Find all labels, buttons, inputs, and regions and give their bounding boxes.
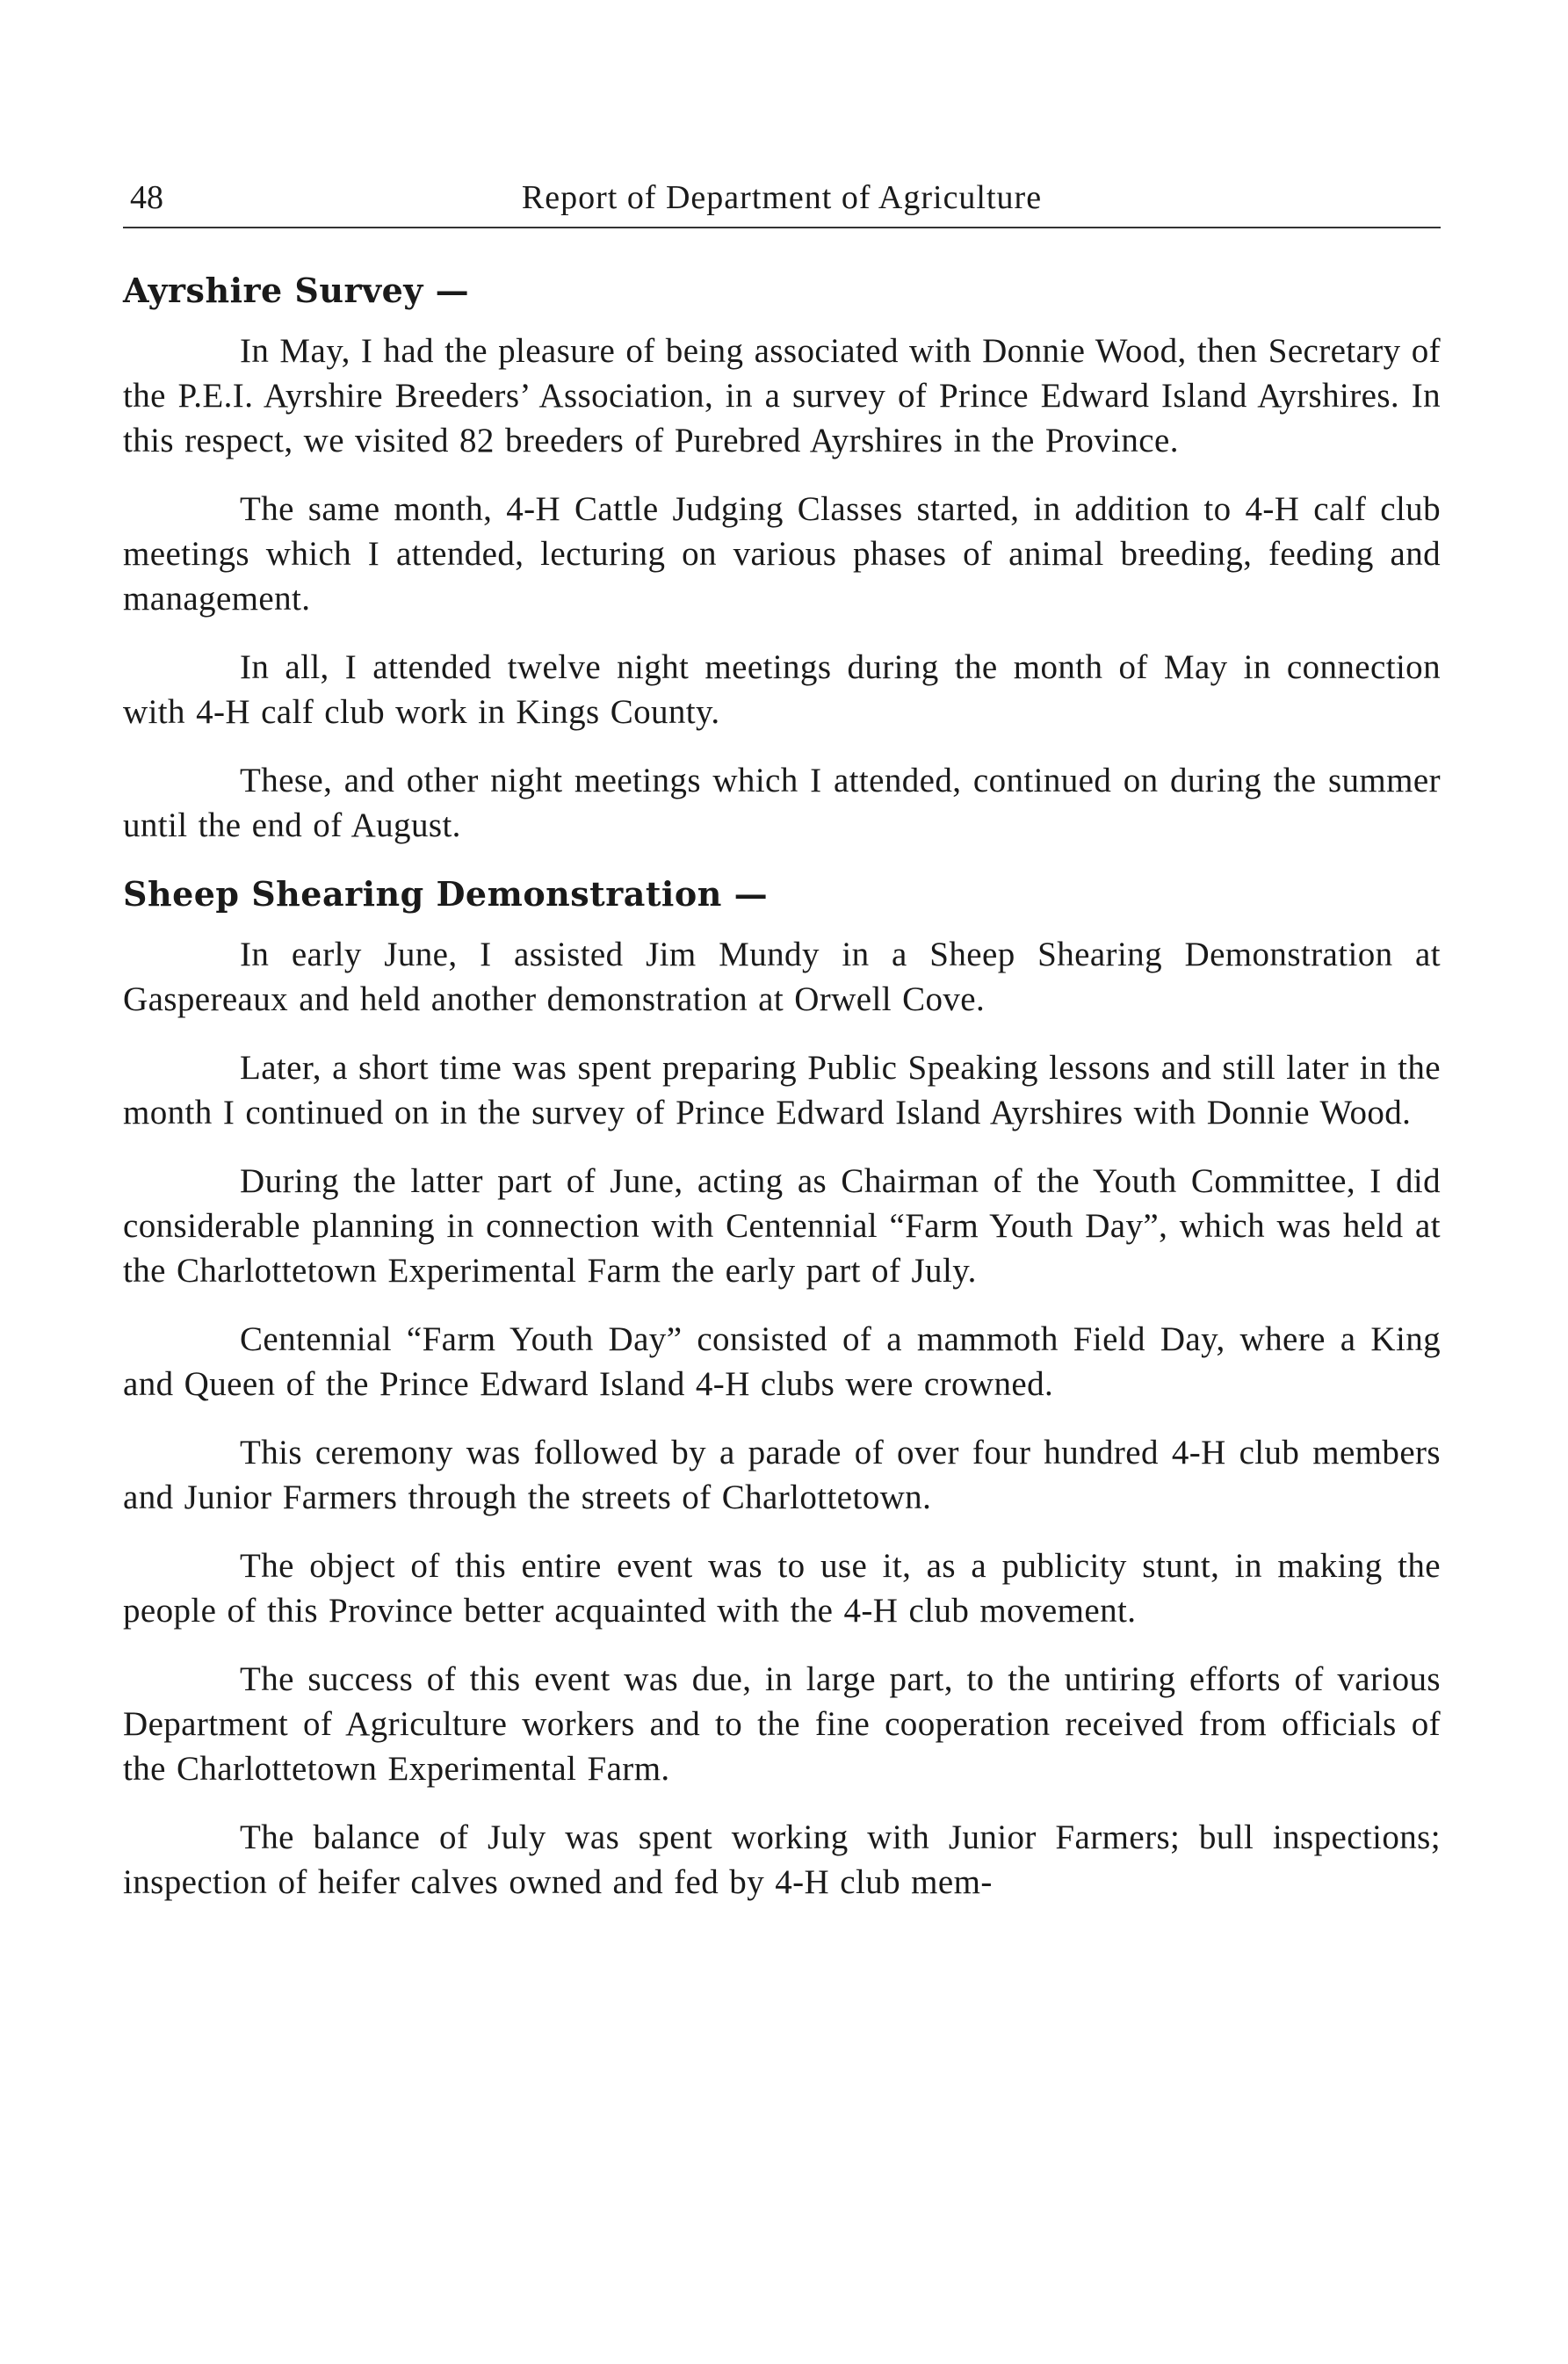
- paragraph: In May, I had the pleasure of being associated with Donnie Wood, then Secretary of the P.E.I. Ayrshire Breeders’ Association, in a survey of Prince Edward Island Ayrshires. In this respect, we visited 82 breeders of Purebred Ayrshires in the Province.: [123, 332, 1442, 459]
- page-number: 48: [130, 179, 163, 216]
- paragraph: In all, I attended twelve night meetings during the month of May in connection with 4-H calf club work in Kings County.: [123, 648, 1441, 731]
- paragraph: Later, a short time was spent preparing Public Speaking lessons and still later in the month I continued on in the survey of Prince Edward Island Ayrshires with Donnie Wood.: [123, 1049, 1441, 1131]
- running-title: Report of Department of Agriculture: [521, 179, 1043, 216]
- paragraph: This ceremony was followed by a parade of over four hundred 4-H club members and Junior Farmers through the streets of Charlottetown.: [123, 1434, 1441, 1516]
- paragraph: The same month, 4-H Cattle Judging Classes started, in addition to 4-H calf club meetings which I attended, lecturing on various phases of animal breeding, feeding and management.: [123, 490, 1441, 618]
- section-ayrshire-survey: [123, 268, 1441, 848]
- paragraph: Centennial “Farm Youth Day” consisted of a mammoth Field Day, where a King and Queen of the Prince Edward Island 4-H clubs were crowned.: [123, 1320, 1441, 1403]
- section-heading: Ayrshire Survey —: [123, 271, 470, 310]
- paragraph: In early June, I assisted Jim Mundy in a Sheep Shearing Demonstration at Gaspereaux and held another demonstration at Orwell Cove.: [123, 936, 1441, 1018]
- paragraph: These, and other night meetings which I attended, continued on during the summer until the end of August.: [123, 762, 1441, 844]
- section-sheep-shearing: [123, 871, 1441, 1905]
- paragraph: The success of this event was due, in large part, to the untiring efforts of various Department of Agriculture workers and to the fine cooperation received from officials of the Charlottetown Experimental Farm.: [123, 1660, 1441, 1788]
- page-header: [123, 176, 1441, 220]
- page-body: [123, 268, 1441, 1928]
- paragraph: The object of this entire event was to use it, as a publicity stunt, in making the people of this Province better acquainted with the 4-H club movement.: [123, 1547, 1441, 1630]
- section-heading: Sheep Shearing Demonstration —: [123, 874, 769, 914]
- paragraph: During the latter part of June, acting as Chairman of the Youth Committee, I did considerable planning in connection with Centennial “Farm Youth Day”, which was held at the Charlottetown Experimental Farm the early part of July.: [123, 1162, 1441, 1290]
- header-rule: [123, 227, 1441, 228]
- paragraph: The balance of July was spent working with Junior Farmers; bull inspections; inspection of heifer calves owned and fed by 4-H club mem-: [123, 1818, 1441, 1901]
